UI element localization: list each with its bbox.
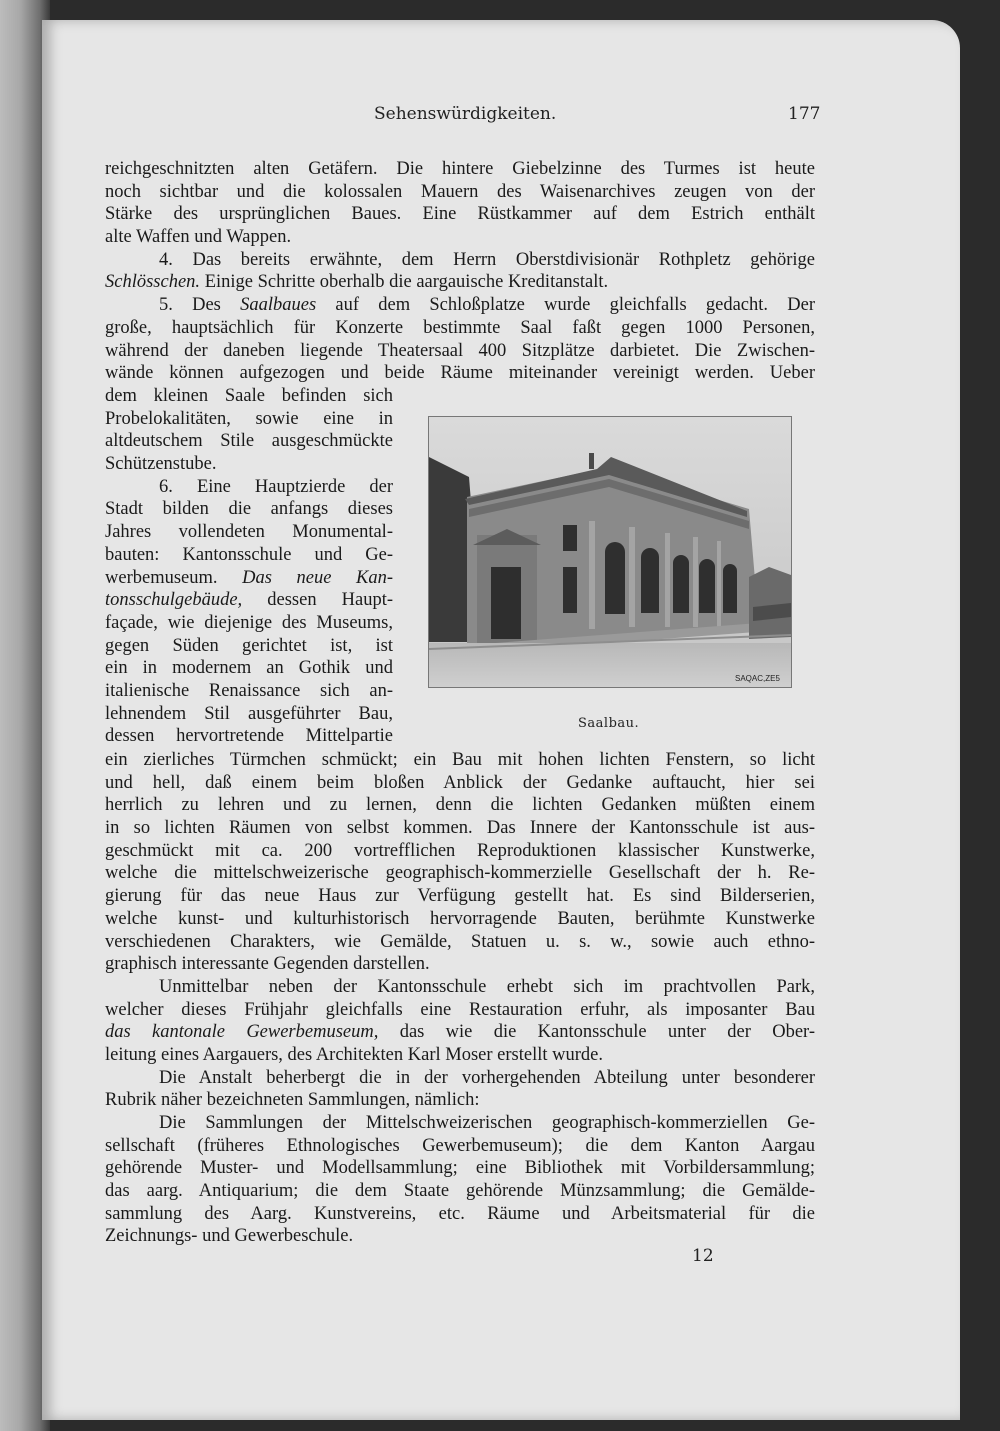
text-line: welche die mittelschweizerische geographisch-kommerzielle Gesellschaft der h. Re-: [105, 863, 815, 884]
paragraph-block-narrow: [105, 385, 393, 748]
text-line: ein zierliches Türmchen schmückt; ein Bau mit hohen lichten Fenstern, so licht: [105, 750, 815, 770]
text-line: reichgeschnitzten alten Getäfern. Die hintere Giebelzinne des Turmes ist heute: [105, 159, 815, 179]
text-line: sellschaft (früheres Ethnologisches Gewerbemuseum); die dem Kanton Aargau: [105, 1135, 815, 1156]
text-line: noch sichtbar und die kolossalen Mauern des Waisenarchives zeugen von der: [105, 181, 815, 202]
text-line: sammlung des Aarg. Kunstvereins, etc. Räume und Arbeitsmaterial für die: [105, 1203, 815, 1224]
text-line: dem kleinen Saale befinden sich: [105, 386, 393, 406]
engraver-mark: SAQAC,ZE5: [735, 674, 780, 683]
saalbau-photograph: [428, 416, 792, 688]
text-line: 6. Eine Hauptzierde der: [159, 476, 393, 497]
text-line: Rubrik näher bezeichneten Sammlungen, nämlich:: [105, 1090, 480, 1111]
text-line: lehnendem Stil ausgeführter Bau,: [105, 703, 393, 724]
text-line: Probelokalitäten, sowie eine in: [105, 408, 393, 429]
text-line: leitung eines Aargauers, des Architekten Karl Moser erstellt wurde.: [105, 1044, 603, 1065]
page-number: 177: [788, 104, 821, 124]
text-line: gierung für das neue Haus zur Verfügung gestellt hat. Es sind Bilderserien,: [105, 886, 815, 907]
text-line: Die Anstalt beherbergt die in der vorhergehenden Abteilung unter besonderer: [159, 1067, 815, 1088]
italic-term: tonsschulgebäude,: [105, 590, 243, 611]
text-line: welcher dieses Frühjahr gleichfalls eine Restauration erfuhr, als imposanter Bau: [105, 999, 815, 1020]
text-line: das aarg. Antiquarium; die dem Staate gehörende Münzsammlung; die Gemälde-: [105, 1181, 815, 1202]
text-line: in so lichten Räumen von selbst kommen. Das Innere der Kantonsschule ist aus-: [105, 818, 815, 839]
text-line: graphisch interessante Gegenden darstellen.: [105, 954, 430, 975]
italic-term: das kantonale Gewerbemuseum,: [105, 1022, 379, 1043]
text-line: Schützenstube.: [105, 454, 217, 475]
text-line: gehörende Muster- und Modellsammlung; eine Bibliothek mit Vorbildersammlung;: [105, 1158, 815, 1179]
text-line: Stadt bilden die anfangs dieses: [105, 499, 393, 520]
paragraph-block-lower: [105, 749, 815, 1248]
text-line: façade, wie diejenige des Museums,: [105, 612, 393, 633]
text-line: Unmittelbar neben der Kantonsschule erhebt sich im prachtvollen Park,: [159, 976, 815, 997]
text-line: gegen Süden gerichtet ist, ist: [105, 635, 393, 656]
text-line: während der daneben liegende Theatersaal 400 Sitzplätze darbietet. Die Zwischen-: [105, 340, 815, 361]
text-line: Jahres vollendeten Monumental-: [105, 522, 393, 543]
text-line: altdeutschem Stile ausgeschmückte: [105, 431, 393, 452]
figure-caption: Saalbau.: [578, 716, 640, 731]
paragraph-block-top: [105, 158, 815, 385]
text-line: 5. Des Saalbaues auf dem Schloßplatze wurde gleichfalls gedacht. Der: [159, 295, 815, 316]
text-line: Die Sammlungen der Mittelschweizerischen geographisch-kommerziellen Ge-: [159, 1113, 815, 1133]
text-line: und hell, daß einem beim bloßen Anblick der Gedanke auftaucht, hier sei: [105, 772, 815, 793]
text-line: Zeichnungs- und Gewerbeschule.: [105, 1226, 354, 1247]
text-line: werbemuseum. Das neue Kan-: [105, 567, 393, 588]
text-line: bauten: Kantonsschule und Ge-: [105, 544, 393, 565]
text-line: wände können aufgezogen und beide Räume miteinander vereinigt werden. Ueber: [105, 363, 815, 384]
italic-term: Saalbaues: [240, 295, 317, 316]
signature-mark: 12: [692, 1246, 714, 1266]
text-line: geschmückt mit ca. 200 vortrefflichen Reproduktionen klassischer Kunstwerke,: [105, 840, 815, 861]
text-line: dessen hervortretende Mittelpartie: [105, 726, 393, 747]
text-line: welche kunst- und kulturhistorisch hervorragende Bauten, berühmte Kunstwerke: [105, 908, 815, 929]
text-line: alte Waffen und Wappen.: [105, 227, 292, 248]
text-line: große, hauptsächlich für Konzerte bestimmte Saal faßt gegen 1000 Personen,: [105, 317, 815, 338]
running-header: Sehenswürdigkeiten.: [374, 104, 557, 124]
text-line: italienische Renaissance sich an-: [105, 680, 393, 701]
text-line: verschiedenen Charakters, wie Gemälde, Statuen u. s. w., sowie auch ethno-: [105, 931, 815, 952]
italic-term: Das neue Kan-: [242, 567, 393, 588]
text-line: tonsschulgebäude, dessen Haupt-: [105, 590, 393, 611]
text-line: herrlich zu lehren und zu lernen, denn die lichten Gedanken müßten einem: [105, 795, 815, 816]
text-line: das kantonale Gewerbemuseum, das wie die Kantonsschule unter der Ober-: [105, 1022, 815, 1043]
text-line: ein in modernem an Gothik und: [105, 658, 393, 679]
italic-term: Schlösschen.: [105, 272, 201, 293]
text-line: 4. Das bereits erwähnte, dem Herrn Oberstdivisionär Rothpletz gehörige: [159, 249, 815, 270]
building-illustration: [429, 417, 791, 687]
text-line: Schlösschen. Einige Schritte oberhalb die aargauische Kreditanstalt.: [105, 272, 609, 293]
text-line: Stärke des ursprünglichen Baues. Eine Rüstkammer auf dem Estrich enthält: [105, 204, 815, 225]
